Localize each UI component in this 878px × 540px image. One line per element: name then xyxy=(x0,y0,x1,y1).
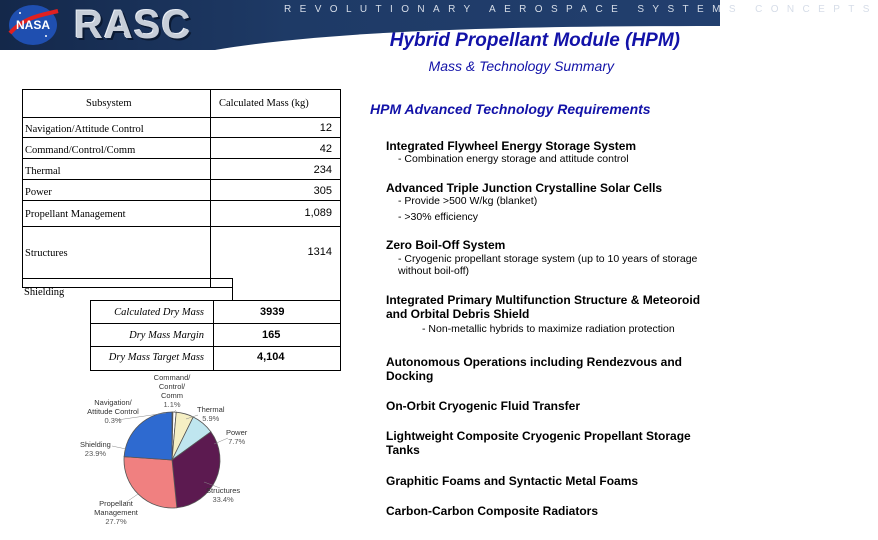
pie-label-command-pct: 1.1% xyxy=(163,400,181,409)
pie-label-navigation xyxy=(84,398,142,425)
table-row-thermal-value: 234 xyxy=(313,164,332,176)
table-row-propellant-value: 1,089 xyxy=(304,207,332,219)
table-divider xyxy=(23,137,340,138)
pie-label-propellant xyxy=(90,499,142,526)
dry-mass-label: Calculated Dry Mass xyxy=(114,307,204,318)
summary-divider xyxy=(91,346,340,347)
req-radiators: Carbon-Carbon Composite Radiators xyxy=(386,504,599,518)
pie-label-propellant-pct: 27.7% xyxy=(105,517,127,526)
page-title: Hybrid Propellant Module (HPM) xyxy=(389,30,680,51)
pie-label-propellant-name: Propellant Management xyxy=(94,499,138,517)
table-row-propellant-label: Propellant Management xyxy=(25,209,126,220)
target-label: Dry Mass Target Mass xyxy=(108,352,204,363)
mass-table xyxy=(22,89,341,288)
pie-label-thermal-name: Thermal xyxy=(197,405,225,414)
req-structure-shield-sub-1: - Non-metallic hybrids to maximize radiation protection xyxy=(422,323,675,335)
table-row-power-label: Power xyxy=(25,187,52,198)
table-divider xyxy=(23,158,340,159)
table-divider xyxy=(23,179,340,180)
pie-label-shielding-name: Shielding xyxy=(80,440,111,449)
shielding-value-box xyxy=(232,278,341,301)
tagline: REVOLUTIONARY AEROSPACE SYSTEMS CONCEPTS xyxy=(284,4,878,15)
margin-value: 165 xyxy=(262,329,281,341)
pie-leader-line xyxy=(112,446,126,449)
nasa-logo xyxy=(4,3,62,47)
table-row-navigation-value: 12 xyxy=(319,122,332,134)
pie-label-thermal-pct: 5.9% xyxy=(202,414,220,423)
requirements-title: HPM Advanced Technology Requirements xyxy=(370,101,651,117)
pie-label-command xyxy=(150,373,194,409)
dry-mass-value: 3939 xyxy=(260,306,285,318)
target-value: 4,104 xyxy=(257,351,285,363)
table-row-structures-value: 1314 xyxy=(307,246,332,258)
req-fluid-transfer: On-Orbit Cryogenic Fluid Transfer xyxy=(386,399,581,413)
page-subtitle-text: Mass & Technology Summary xyxy=(428,58,614,74)
req-composite-tanks: Lightweight Composite Cryogenic Propellant Storage Tanks xyxy=(386,429,691,457)
rasc-logo: RASC xyxy=(74,3,192,47)
table-divider xyxy=(23,226,340,227)
pie-label-structures xyxy=(206,486,240,504)
pie-label-structures-pct: 33.4% xyxy=(212,495,234,504)
pie-label-thermal xyxy=(197,405,225,423)
nasa-logo-text: NASA xyxy=(15,18,51,32)
table-row-navigation-label: Navigation/Attitude Control xyxy=(25,124,144,135)
margin-label: Dry Mass Margin xyxy=(129,330,204,341)
table-row-command-label: Command/Control/Comm xyxy=(25,145,136,156)
req-zero-boiloff-sub-1: - Cryogenic propellant storage system (up to 10 years of storage without boil-off) xyxy=(398,253,698,277)
req-solar-cells-sub-2: - >30% efficiency xyxy=(398,211,479,223)
table-row-shielding-label: Shielding xyxy=(24,287,65,298)
pie-label-power-name: Power xyxy=(226,428,248,437)
table-header-mass: Calculated Mass (kg) xyxy=(219,98,309,109)
table-header-subsystem: Subsystem xyxy=(86,98,132,109)
req-flywheel-sub-1: - Combination energy storage and attitude control xyxy=(398,153,629,165)
pie-label-shielding xyxy=(80,440,111,458)
pie-label-power xyxy=(226,428,247,446)
table-row-structures-label: Structures xyxy=(25,248,68,259)
req-solar-cells: Advanced Triple Junction Crystalline Solar Cells xyxy=(386,181,663,195)
pie-label-command-name: Command/ Control/ Comm xyxy=(153,373,191,400)
req-foams: Graphitic Foams and Syntactic Metal Foams xyxy=(386,474,639,488)
pie-label-navigation-name: Navigation/ Attitude Control xyxy=(87,398,139,416)
req-solar-cells-sub-1: - Provide >500 W/kg (blanket) xyxy=(398,195,538,207)
page-subtitle xyxy=(0,58,720,74)
table-row-thermal-label: Thermal xyxy=(25,166,61,177)
summary-divider xyxy=(91,323,340,324)
table-divider xyxy=(23,200,340,201)
pie-label-structures-name: Structures xyxy=(206,486,241,495)
pie-label-power-pct: 7.7% xyxy=(228,437,246,446)
table-column-divider xyxy=(210,90,211,287)
table-row-command-value: 42 xyxy=(319,143,332,155)
pie-label-navigation-pct: 0.3% xyxy=(104,416,122,425)
table-divider xyxy=(23,117,340,118)
req-flywheel: Integrated Flywheel Energy Storage System xyxy=(386,139,637,153)
req-zero-boiloff: Zero Boil-Off System xyxy=(386,238,506,252)
pie-label-shielding-pct: 23.9% xyxy=(84,449,107,458)
table-row-power-value: 305 xyxy=(313,185,332,197)
req-structure-shield: Integrated Primary Multifunction Structure & Meteoroid and Orbital Debris Shield xyxy=(386,293,701,321)
req-autonomous: Autonomous Operations including Rendezvous and Docking xyxy=(386,355,683,383)
